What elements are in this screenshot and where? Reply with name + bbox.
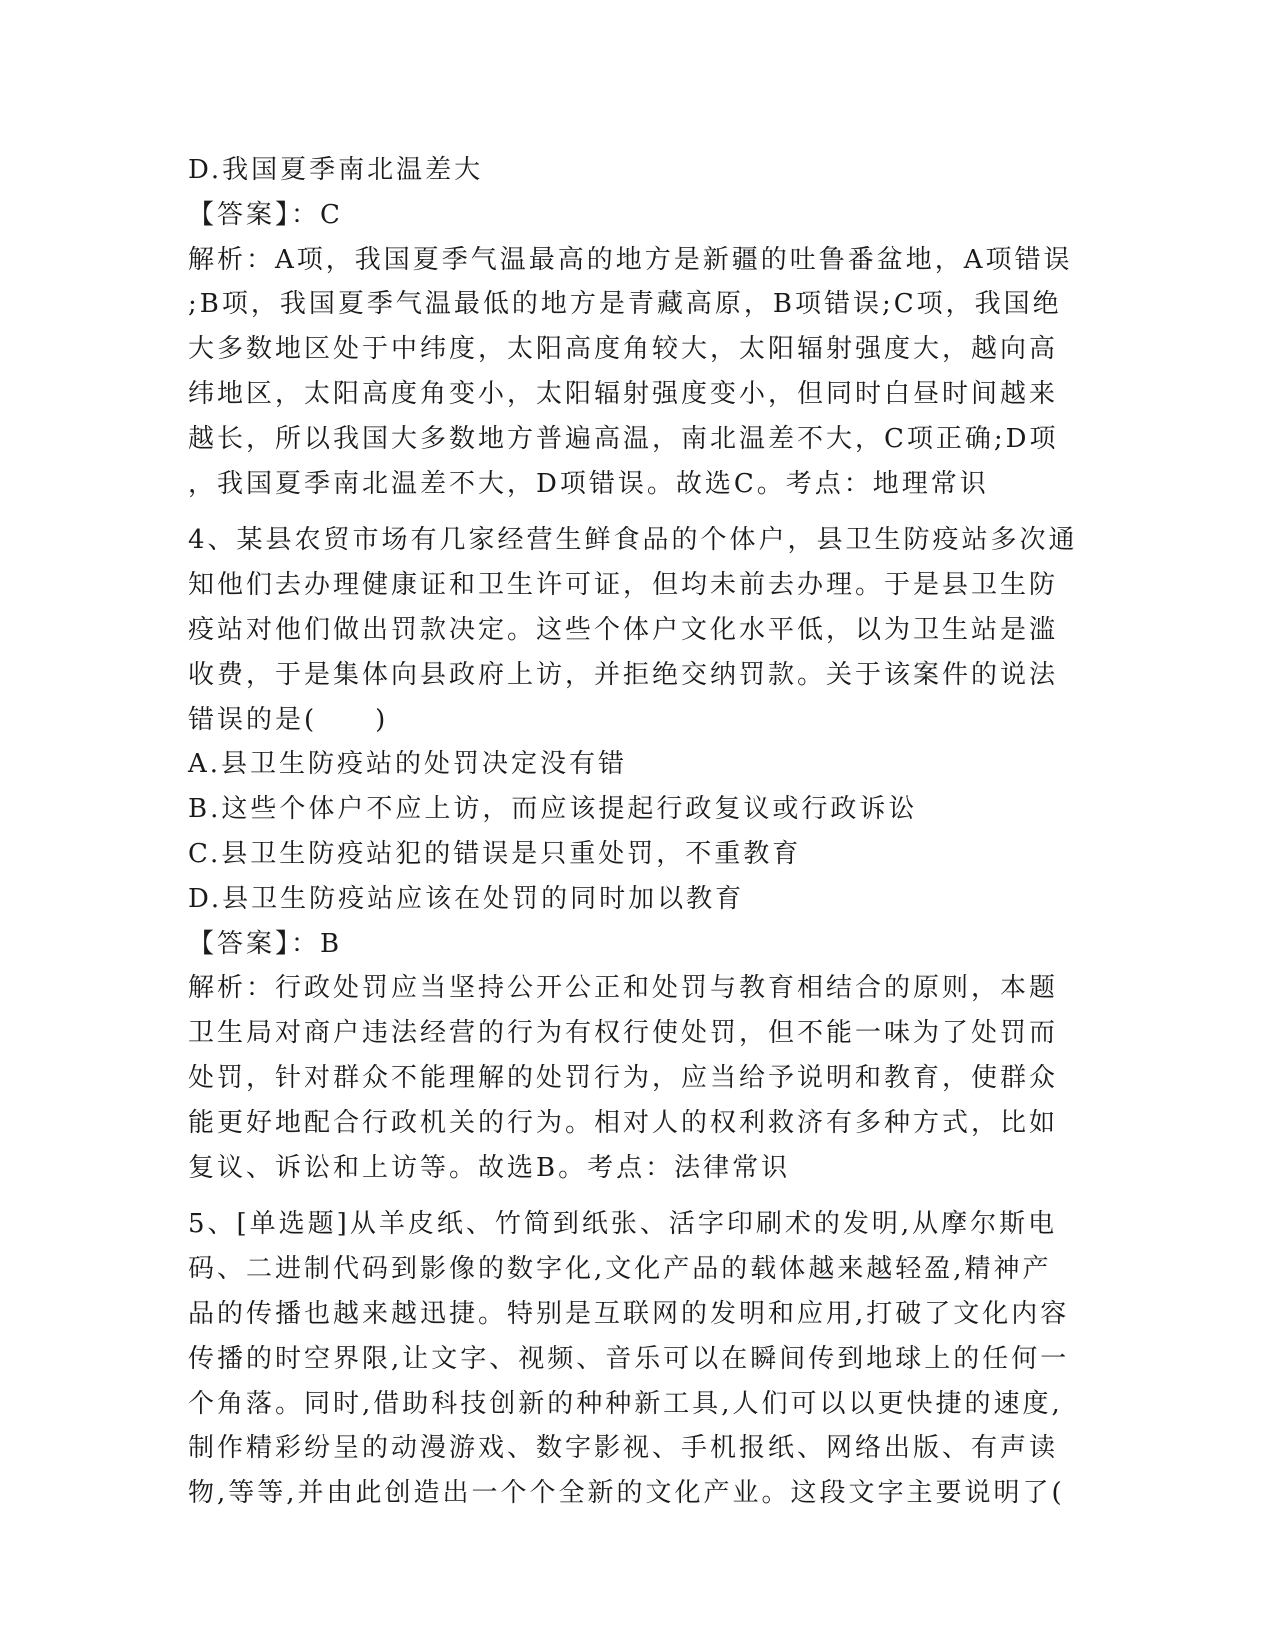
question-3-block <box>188 148 1073 506</box>
q4-analysis-line-3: 处罚，针对群众不能理解的处罚行为，应当给予说明和教育，使群众 <box>188 1062 1059 1093</box>
q5-stem-line-7: 物,等等,并由此创造出一个个全新的文化产业。这段文字主要说明了( <box>188 1478 1065 1509</box>
q4-option-a: A.县卫生防疫站的处罚决定没有错 <box>188 749 628 780</box>
spacer <box>188 506 1068 518</box>
q5-stem-line-5: 个角落。同时,借助科技创新的种种新工具,人们可以以更快捷的速度, <box>188 1388 1063 1419</box>
q4-analysis-line-5: 复议、诉讼和上访等。故选B。考点：法律常识 <box>188 1152 791 1183</box>
q5-stem-line-3: 品的传播也越来越迅捷。特别是互联网的发明和应用,打破了文化内容 <box>188 1298 1070 1329</box>
q4-stem-line-5: 错误的是( ) <box>188 704 389 735</box>
document-page <box>188 148 1078 1516</box>
question-4-block <box>188 518 1078 1190</box>
q5-stem-line-1: 5、[单选题]从羊皮纸、竹简到纸张、活字印刷术的发明,从摩尔斯电 <box>188 1209 1058 1240</box>
q3-analysis-line-3: 大多数地区处于中纬度，太阳高度角较大，太阳辐射强度大，越向高 <box>188 334 1059 365</box>
q4-option-b: B.这些个体户不应上访，而应该提起行政复议或行政诉讼 <box>188 794 918 825</box>
q5-stem-line-2: 码、二进制代码到影像的数字化,文化产品的载体越来越轻盈,精神产 <box>188 1254 1052 1285</box>
q4-stem-line-3: 疫站对他们做出罚款决定。这些个体户文化水平低，以为卫生站是滥 <box>188 614 1059 645</box>
q4-stem-line-2: 知他们去办理健康证和卫生许可证，但均未前去办理。于是县卫生防 <box>188 570 1059 601</box>
q5-stem-line-4: 传播的时空界限,让文字、视频、音乐可以在瞬间传到地球上的任何一 <box>188 1343 1070 1374</box>
q4-option-d: D.县卫生防疫站应该在处罚的同时加以教育 <box>188 883 745 914</box>
question-5-block <box>188 1202 1068 1516</box>
q4-analysis-line-4: 能更好地配合行政机关的行为。相对人的权利救济有多种方式，比如 <box>188 1107 1059 1138</box>
q3-analysis-line-4: 纬地区，太阳高度角变小，太阳辐射强度变小，但同时白昼时间越来 <box>188 378 1059 409</box>
q4-stem-line-4: 收费，于是集体向县政府上访，并拒绝交纳罚款。关于该案件的说法 <box>188 659 1059 690</box>
q4-analysis-line-2: 卫生局对商户违法经营的行为有权行使处罚，但不能一味为了处罚而 <box>188 1018 1059 1049</box>
q5-stem-line-6: 制作精彩纷呈的动漫游戏、数字影视、手机报纸、网络出版、有声读 <box>188 1433 1059 1464</box>
q3-answer: 【答案】：C <box>188 199 343 230</box>
q3-analysis-line-1: 解析：A项，我国夏季气温最高的地方是新疆的吐鲁番盆地，A项错误 <box>188 244 1073 275</box>
q3-analysis-line-5: 越长，所以我国大多数地方普遍高温，南北温差不大，C项正确;D项 <box>188 423 1059 454</box>
q4-analysis-line-1: 解析：行政处罚应当坚持公开公正和处罚与教育相结合的原则，本题 <box>188 973 1059 1004</box>
q3-option-d: D.我国夏季南北温差大 <box>188 155 484 185</box>
q4-answer: 【答案】：B <box>188 928 343 959</box>
q3-analysis-line-6: ，我国夏季南北温差不大，D项错误。故选C。考点：地理常识 <box>188 468 989 499</box>
q3-analysis-line-2: ;B项，我国夏季气温最低的地方是青藏高原，B项错误;C项，我国绝 <box>188 289 1062 320</box>
q4-option-c: C.县卫生防疫站犯的错误是只重处罚，不重教育 <box>188 838 802 869</box>
q4-stem-line-1: 4、某县农贸市场有几家经营生鲜食品的个体户，县卫生防疫站多次通 <box>188 525 1078 556</box>
spacer <box>188 1190 1068 1202</box>
